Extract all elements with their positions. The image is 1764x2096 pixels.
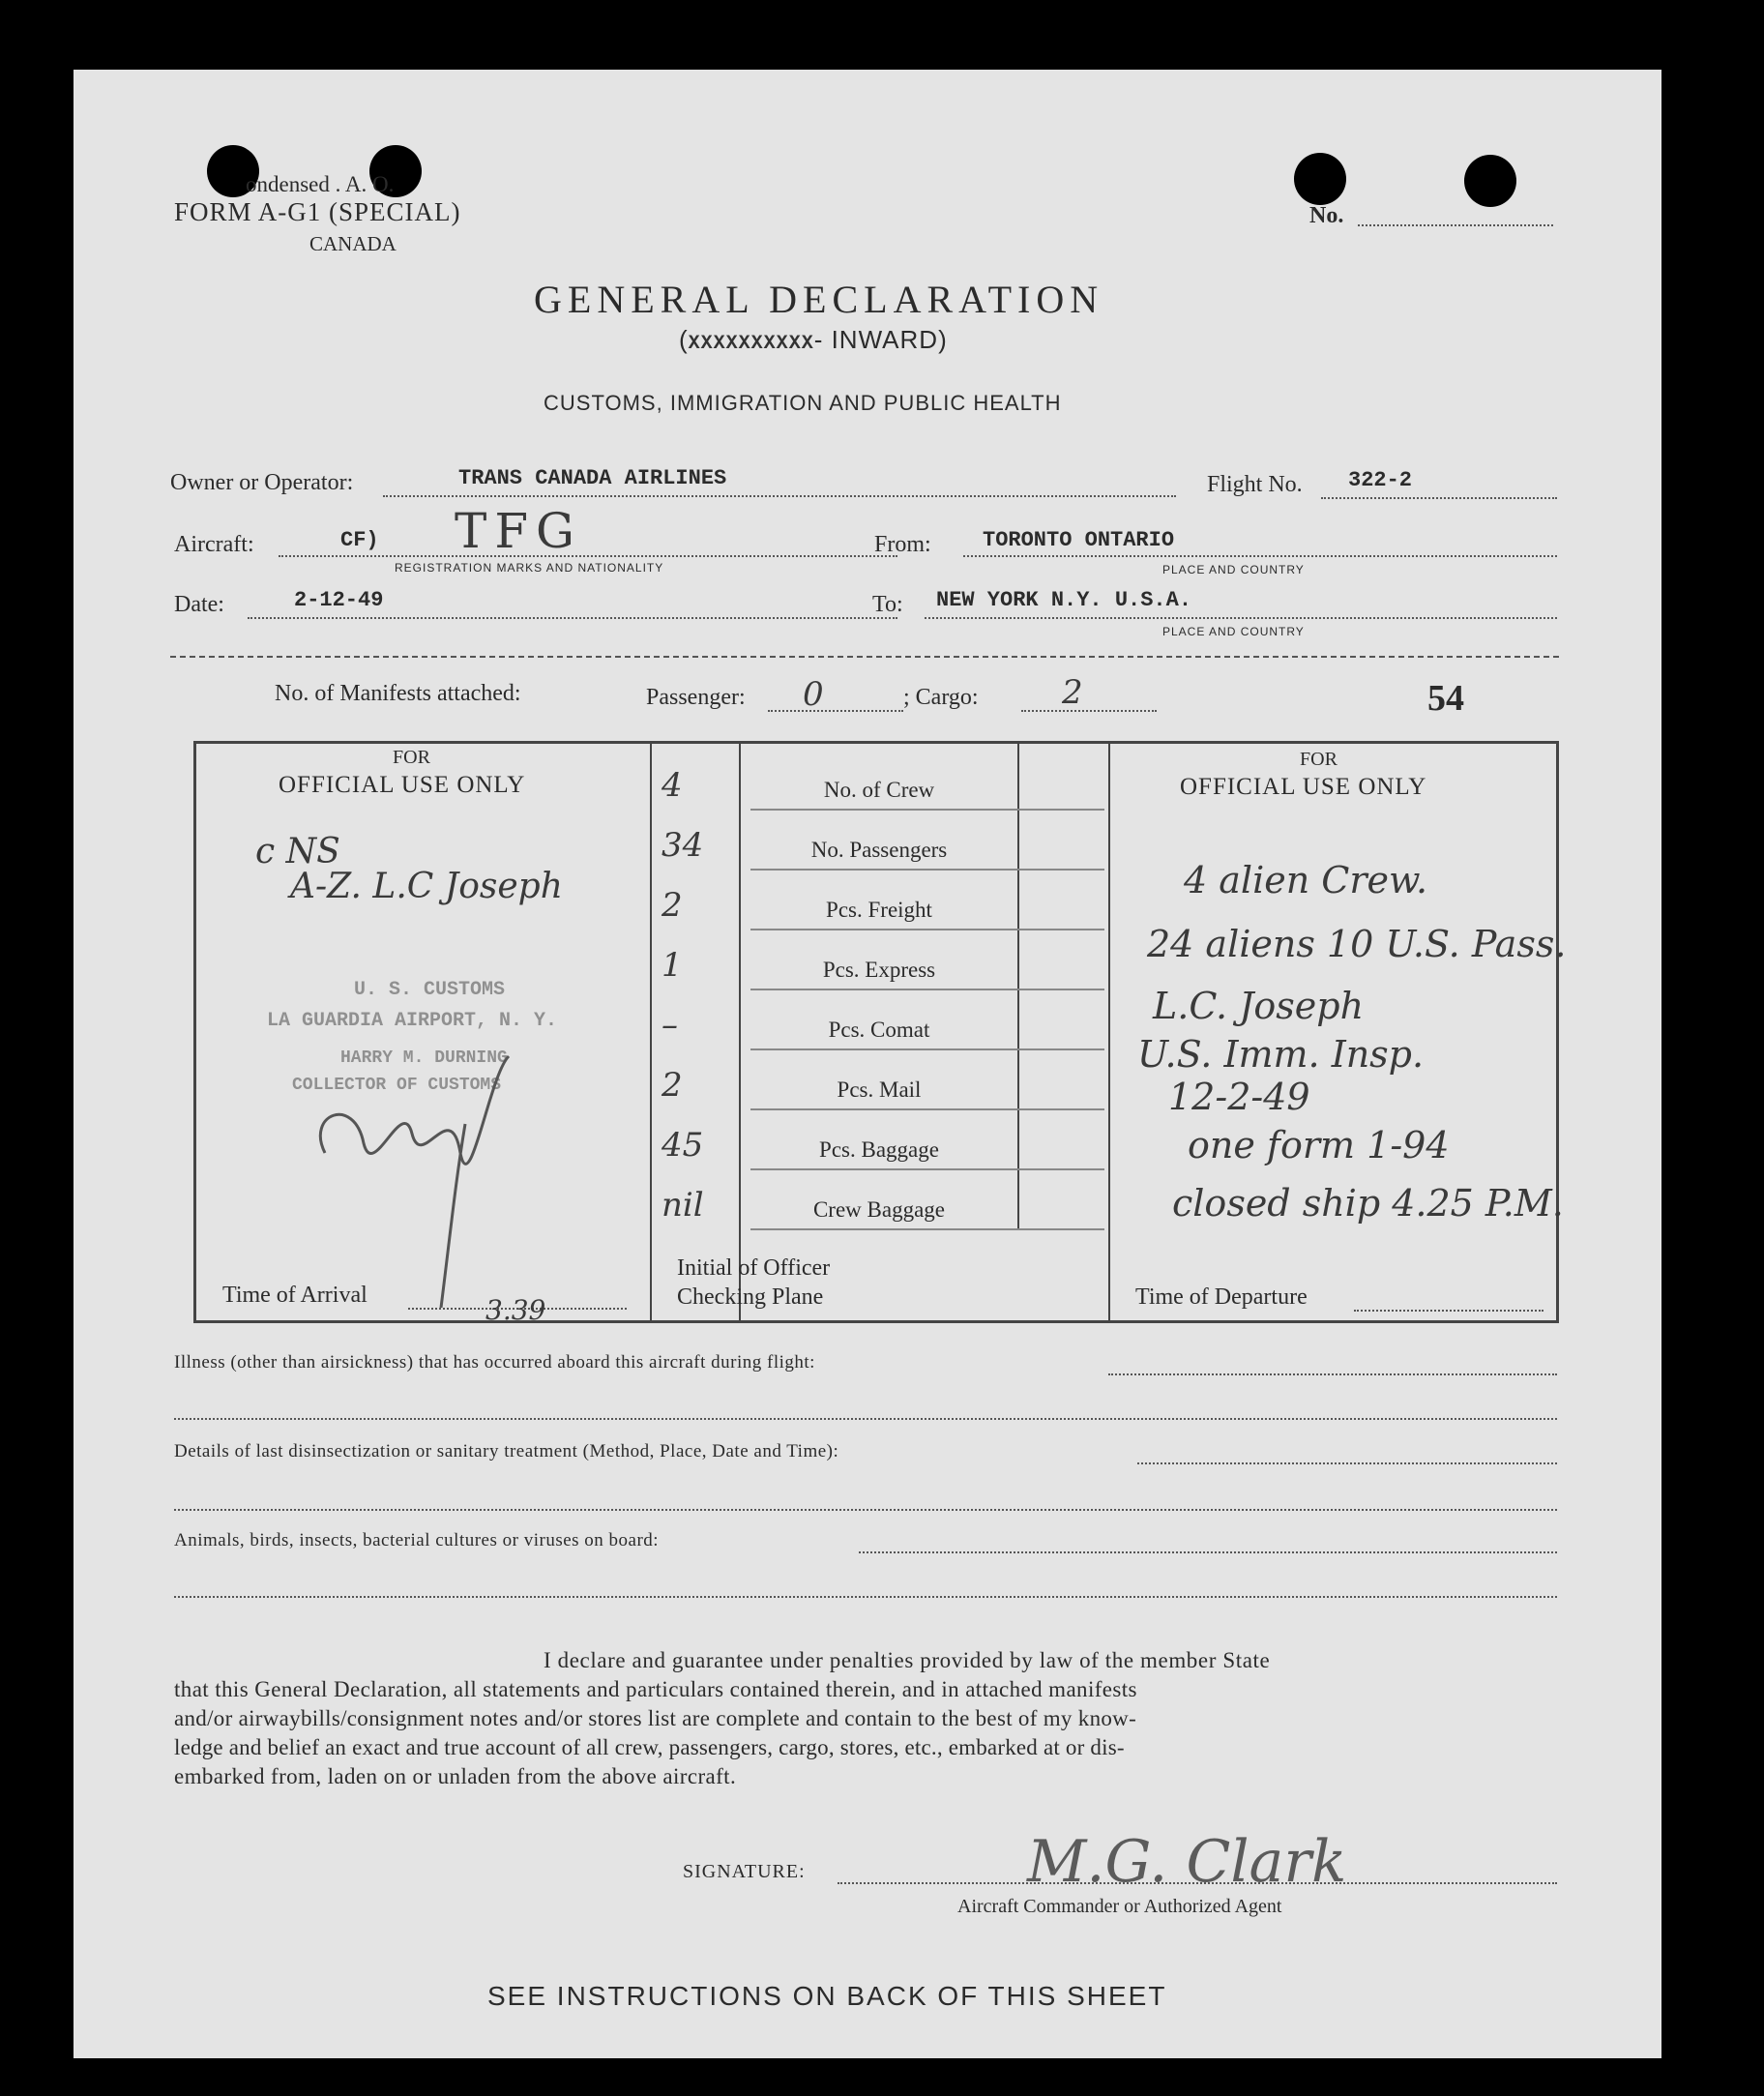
from-label: From: [874, 532, 931, 557]
cargo-manifest-field [1021, 710, 1157, 712]
stamp-line-4: COLLECTOR OF CUSTOMS [292, 1076, 502, 1095]
date-field [248, 617, 897, 619]
from-value: TORONTO ONTARIO [983, 528, 1175, 552]
flight-value: 322-2 [1348, 468, 1413, 492]
footer-instructions: SEE INSTRUCTIONS ON BACK OF THIS SHEET [487, 1981, 1167, 2011]
owner-field [383, 495, 1176, 497]
flight-field [1321, 497, 1557, 499]
declaration-line-4: ledge and belief an exact and true account of all crew, passengers, cargo, stores, etc., embarked at or dis- [174, 1735, 1125, 1759]
row-label: Pcs. Comat [828, 1018, 930, 1042]
row-value: 1 [662, 946, 683, 985]
owner-label: Owner or Operator: [170, 470, 354, 495]
time-of-departure-field [1354, 1310, 1544, 1312]
from-caption: PLACE AND COUNTRY [1162, 563, 1305, 576]
declaration-sheet [74, 70, 1661, 2058]
row-label: No. Passengers [810, 838, 948, 862]
page-title: GENERAL DECLARATION [534, 278, 1104, 321]
form-country: CANADA [309, 232, 397, 255]
time-of-departure-label: Time of Departure [1135, 1284, 1308, 1310]
animals-label: Animals, birds, insects, bacterial cultures or viruses on board: [174, 1530, 660, 1550]
row-underline [750, 1168, 1104, 1170]
row-value: – [662, 1006, 678, 1045]
page-number: 54 [1427, 678, 1464, 719]
title-sub-struck: XXXXXXXXXX [688, 333, 814, 355]
aircraft-value-prefix: CF) [340, 528, 379, 552]
illness-field-2 [174, 1418, 1557, 1420]
table-divider-2 [739, 741, 741, 1321]
to-field [925, 617, 1557, 619]
signature-label: SIGNATURE: [683, 1861, 806, 1882]
date-label: Date: [174, 592, 224, 617]
disinsect-field-1 [1137, 1462, 1557, 1464]
to-caption: PLACE AND COUNTRY [1162, 625, 1305, 638]
initial-officer-label-1: Initial of Officer [677, 1255, 831, 1281]
form-id: FORM A-G1 (SPECIAL) [174, 197, 461, 226]
row-value: 4 [662, 766, 683, 805]
stamp-line-1: U. S. CUSTOMS [354, 979, 506, 1001]
punch-hole-right-1 [1294, 153, 1346, 205]
left-header-for: FOR [393, 747, 430, 768]
row-value: nil [662, 1186, 704, 1225]
serial-no-field [1358, 224, 1553, 226]
signature-value: M.G. Clark [1027, 1828, 1347, 1896]
left-note-2: A-Z. L.C Joseph [290, 867, 563, 906]
right-header-official: OFFICIAL USE ONLY [1180, 774, 1427, 800]
passenger-manifest-value: 0 [803, 675, 824, 714]
row-value: 34 [662, 826, 704, 865]
title-sub: (XXXXXXXXXX- INWARD) [679, 325, 948, 355]
to-value: NEW YORK N.Y. U.S.A. [936, 588, 1192, 612]
flight-label: Flight No. [1207, 472, 1303, 497]
row-value: 2 [662, 1066, 683, 1105]
stamp-line-2: LA GUARDIA AIRPORT, N. Y. [267, 1010, 558, 1032]
title-sub-inward: - INWARD [813, 325, 939, 354]
aircraft-field [279, 555, 897, 557]
stamp-line-3: HARRY M. DURNING [340, 1048, 508, 1068]
row-label: Crew Baggage [812, 1197, 946, 1222]
page-subtitle: CUSTOMS, IMMIGRATION AND PUBLIC HEALTH [544, 391, 1062, 415]
row-underline [750, 989, 1104, 990]
fields-divider [170, 656, 1559, 658]
row-label: Pcs. Express [822, 958, 936, 982]
declaration-line-2: that this General Declaration, all statements and particulars contained therein, and in attached manifests [174, 1677, 1137, 1701]
owner-value: TRANS CANADA AIRLINES [458, 466, 727, 490]
right-note-5: 12-2-49 [1168, 1076, 1310, 1118]
row-label: Pcs. Mail [837, 1078, 922, 1102]
row-underline [750, 929, 1104, 930]
aircraft-caption: REGISTRATION MARKS AND NATIONALITY [395, 561, 664, 575]
animals-field-2 [174, 1596, 1557, 1598]
cargo-label: ; Cargo: [903, 685, 979, 710]
right-note-6: one form 1-94 [1188, 1124, 1450, 1166]
illness-label: Illness (other than airsickness) that has occurred aboard this aircraft during flight: [174, 1352, 815, 1373]
declaration-line-1: I declare and guarantee under penalties provided by law of the member State [544, 1648, 1271, 1672]
declaration-line-3: and/or airwaybills/consignment notes and/or stores list are complete and contain to the best of my know- [174, 1706, 1137, 1730]
to-label: To: [872, 592, 903, 617]
row-label: Pcs. Freight [826, 898, 932, 922]
form-line1: ondensed . A. O. [246, 172, 395, 196]
row-underline [750, 1228, 1104, 1230]
right-note-3: L.C. Joseph [1153, 985, 1365, 1027]
time-of-arrival-label: Time of Arrival [222, 1283, 368, 1308]
from-field [963, 555, 1557, 557]
right-note-7: closed ship 4.25 P.M. [1172, 1182, 1564, 1225]
row-value: 2 [662, 886, 683, 925]
disinsect-field-2 [174, 1509, 1557, 1511]
punch-hole-right-2 [1464, 155, 1516, 207]
aircraft-value-handwritten: TFG [455, 503, 582, 559]
right-note-4: U.S. Imm. Insp. [1137, 1033, 1425, 1076]
illness-field-1 [1108, 1373, 1557, 1375]
passenger-label: Passenger: [646, 685, 746, 710]
manifests-label: No. of Manifests attached: [275, 681, 521, 706]
right-note-2: 24 aliens 10 U.S. Pass. [1147, 923, 1567, 965]
row-label: No. of Crew [823, 778, 935, 802]
row-underline [750, 1108, 1104, 1110]
row-underline [750, 1048, 1104, 1050]
animals-field-1 [859, 1551, 1557, 1553]
row-value: 45 [662, 1126, 704, 1165]
right-header-for: FOR [1300, 749, 1338, 770]
date-value: 2-12-49 [294, 588, 384, 612]
declaration-line-5: embarked from, laden on or unladen from the above aircraft. [174, 1764, 737, 1788]
right-note-1: 4 alien Crew. [1184, 859, 1428, 901]
table-divider-4 [1108, 741, 1110, 1321]
row-underline [750, 809, 1104, 811]
signer-caption: Aircraft Commander or Authorized Agent [957, 1896, 1282, 1917]
serial-no-label: No. [1309, 203, 1344, 228]
table-divider-3 [1017, 741, 1019, 1228]
aircraft-label: Aircraft: [174, 532, 254, 557]
passenger-manifest-field [768, 710, 903, 712]
table-divider-1 [650, 741, 652, 1321]
left-header-official: OFFICIAL USE ONLY [279, 772, 526, 798]
cargo-manifest-value: 2 [1062, 673, 1083, 712]
time-of-arrival-value: 3.39 [485, 1294, 546, 1326]
initial-officer-label-2: Checking Plane [677, 1284, 824, 1310]
disinsect-label: Details of last disinsectization or sanitary treatment (Method, Place, Date and Time): [174, 1441, 839, 1461]
left-note-1: c NS [255, 832, 340, 871]
row-underline [750, 869, 1104, 871]
row-label: Pcs. Baggage [819, 1137, 939, 1162]
